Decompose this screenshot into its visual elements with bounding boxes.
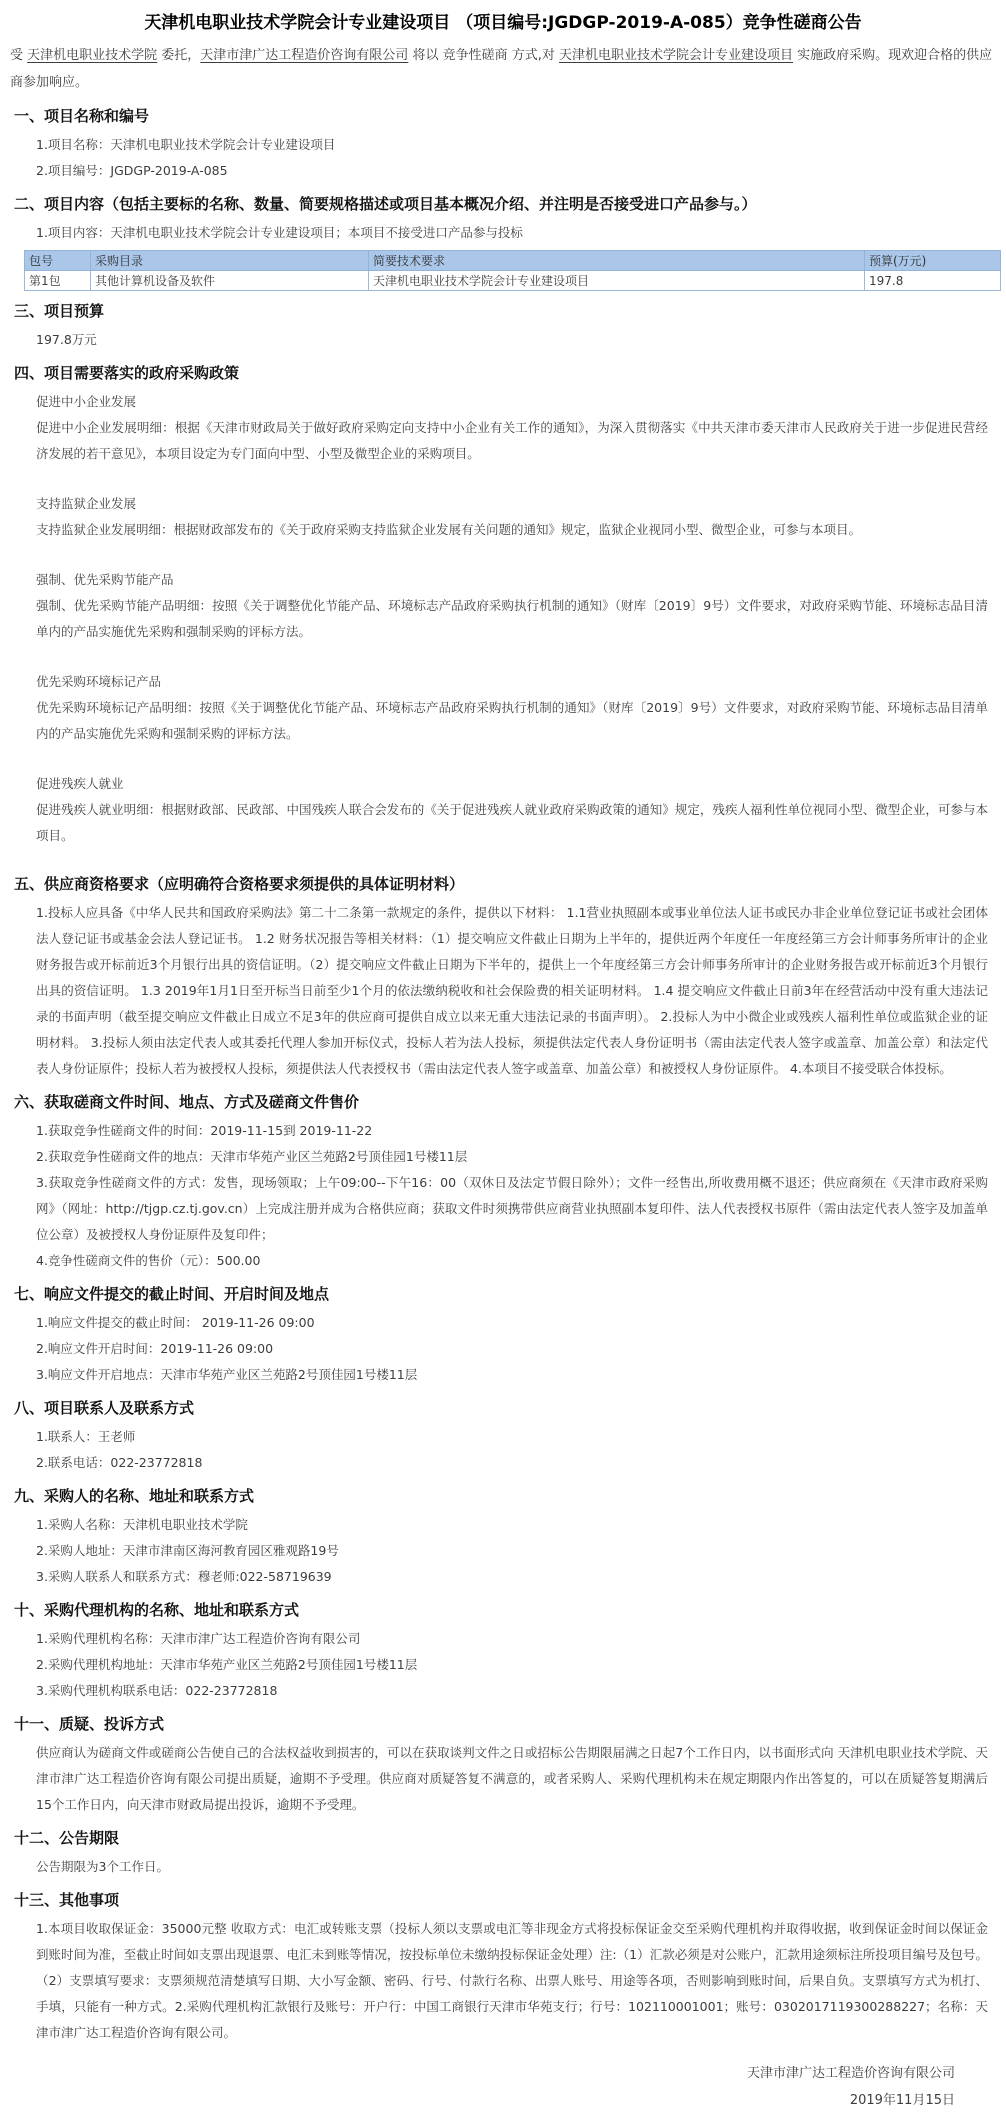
table-cell: 其他计算机设备及软件 [91, 271, 369, 291]
section-heading: 三、项目预算 [14, 302, 105, 320]
table-header-cell: 预算(万元) [865, 251, 1001, 271]
section [6, 1889, 1000, 2046]
section-heading: 一、项目名称和编号 [14, 107, 150, 125]
intro-underlined-name: 天津市津广达工程造价咨询有限公司 [200, 48, 409, 63]
section [6, 1599, 1000, 1704]
packages-table [24, 250, 1001, 291]
section-item: 1.投标人应具备《中华人民共和国政府采购法》第二十二条第一款规定的条件，提供以下材料： 1.1营业执照副本或事业单位法人证书或民办非企业单位登记证书或社会团体法人登记证书或基金会法人登记证书。 1.2 财务状况报告等相关材料：（1）提交响应文件截止日期为上半年的，提供近两个年度任一年度经第三方会计师事务所审计的企业财务报告或开标前近3个月银行出具的资信证明。（2）提交响应文件截止日期为下半年的，提供上一个年度经第三方会计师事务所审计的企业财务报告或开标前近3个月银行出具的资信证明。 1.3 2019年1月1日至开标当日前至少1个月的依法缴纳税收和社会保险费的相关证明材料。 1.4 提交响应文件截止日前3年在经营活动中没有重大违法记录的书面声明（截至提交响应文件截止日成立不足3年的供应商可提供自成立以来无重大违法记录的书面声明）。 2.投标人为中小微企业或残疾人福利性单位或监狱企业的证明材料。 3.投标人须由法定代表人或其委托代理人参加开标仪式，投标人若为法人投标，须提供法定代表人身份证明书（需由法定代表人签字或盖章、加盖公章）和法定代表人身份证原件；投标人若为被授权人投标，须提供法人代表授权书（需由法定代表人签字或盖章、加盖公章）和被授权人身份证原件。 4.本项目不接受联合体投标。 [36, 905, 988, 1076]
section-heading: 二、项目内容（包括主要标的名称、数量、简要规格描述或项目基本概况介绍、并注明是否接受进口产品参与。） [14, 195, 757, 213]
section-item: 优先采购环境标记产品 [36, 674, 162, 689]
table-header-cell: 包号 [25, 251, 91, 271]
section-heading: 八、项目联系人及联系方式 [14, 1399, 195, 1417]
section [6, 1091, 1000, 1274]
section-item: 3.响应文件开启地点：天津市华苑产业区兰苑路2号顶佳园1号楼11层 [36, 1367, 418, 1382]
table-cell: 197.8 [865, 271, 1001, 291]
table-row [25, 271, 1001, 291]
section-item: 2.响应文件开启时间：2019-11-26 09:00 [36, 1341, 274, 1356]
section-item: 1.项目名称：天津机电职业技术学院会计专业建设项目 [36, 137, 336, 152]
section-item: 1.采购代理机构名称：天津市津广达工程造价咨询有限公司 [36, 1631, 361, 1646]
section-heading: 十、采购代理机构的名称、地址和联系方式 [14, 1601, 300, 1619]
table-header-cell: 采购目录 [91, 251, 369, 271]
section-item: 3.采购人联系人和联系方式：穆老师:022-58719639 [36, 1569, 332, 1584]
table-header-row [25, 251, 1001, 271]
section-item: 公告期限为3个工作日。 [36, 1859, 169, 1874]
intro-text: 委托， [157, 48, 201, 63]
intro-underlined-name: 天津机电职业技术学院 [27, 48, 158, 63]
intro-paragraph [6, 42, 1000, 96]
section-item: 2.采购代理机构地址：天津市华苑产业区兰苑路2号顶佳园1号楼11层 [36, 1657, 418, 1672]
table-cell: 第1包 [25, 271, 91, 291]
section [6, 1713, 1000, 1818]
section [6, 1827, 1000, 1880]
footer-date: 2019年11月15日 [849, 2093, 955, 2108]
table-head [25, 251, 1001, 271]
section [6, 1485, 1000, 1590]
intro-text: 将以 竞争性磋商 方式,对 [408, 48, 559, 63]
section-item: 1.联系人：王老师 [36, 1429, 136, 1444]
section-heading: 四、项目需要落实的政府采购政策 [14, 364, 240, 382]
section-item: 2.联系电话：022-23772818 [36, 1455, 203, 1470]
section-item: 强制、优先采购节能产品明细：按照《关于调整优化节能产品、环境标志产品政府采购执行机制的通知》（财库〔2019〕9号）文件要求，对政府采购节能、环境标志品目清单内的产品实施优先采购和强制采购的评标方法。 [36, 598, 988, 639]
section [6, 193, 1000, 291]
intro-underlined-name: 天津机电职业技术学院会计专业建设项目 [558, 48, 793, 63]
section-item: 3.获取竞争性磋商文件的方式：发售，现场领取；上午09:00--下午16：00（双休日及法定节假日除外）；文件一经售出,所收费用概不退还；供应商须在《天津市政府采购网》（网址：http://tjgp.cz.tj.gov.cn）上完成注册并成为合格供应商；获取文件时须携带供应商营业执照副本复印件、法人代表授权书原件（需由法定代表人签字及加盖单位公章）及被授权人身份证原件及复印件； [36, 1175, 988, 1242]
section-item: 促进中小企业发展明细：根据《天津市财政局关于做好政府采购定向支持中小企业有关工作的通知》，为深入贯彻落实《中共天津市委天津市人民政府关于进一步促进民营经济发展的若干意见》，本项目设定为专门面向中型、小型及微型企业的采购项目。 [36, 420, 988, 461]
section-item: 197.8万元 [36, 332, 97, 347]
section-heading: 七、响应文件提交的截止时间、开启时间及地点 [14, 1285, 330, 1303]
section-item: 促进残疾人就业明细：根据财政部、民政部、中国残疾人联合会发布的《关于促进残疾人就业政府采购政策的通知》规定，残疾人福利性单位视同小型、微型企业，可参与本项目。 [36, 802, 988, 843]
section-heading: 十二、公告期限 [14, 1829, 120, 1847]
section-item: 强制、优先采购节能产品 [36, 572, 174, 587]
section [6, 105, 1000, 184]
section-item: 3.采购代理机构联系电话：022-23772818 [36, 1683, 278, 1698]
section [6, 1397, 1000, 1476]
intro-text: 实施政府采购。现欢迎合格的供应商参加响应。 [10, 48, 993, 90]
section-heading: 十三、其他事项 [14, 1891, 120, 1909]
section-item: 供应商认为磋商文件或磋商公告使自己的合法权益收到损害的，可以在获取谈判文件之日或招标公告期限届满之日起7个工作日内，以书面形式向 天津机电职业技术学院、天津市津广达工程造价咨询有限公司提出质疑，逾期不予受理。供应商对质疑答复不满意的，或者采购人、采购代理机构未在规定期限内作出答复的，可以在质疑答复期满后15个工作日内，向天津市财政局提出投诉，逾期不予受理。 [36, 1745, 988, 1812]
section-heading: 六、获取磋商文件时间、地点、方式及磋商文件售价 [14, 1093, 360, 1111]
section-item: 1.采购人名称：天津机电职业技术学院 [36, 1517, 248, 1532]
section-heading: 五、供应商资格要求（应明确符合资格要求须提供的具体证明材料） [14, 875, 465, 893]
section-heading: 九、采购人的名称、地址和联系方式 [14, 1487, 255, 1505]
section-item: 1.获取竞争性磋商文件的时间：2019-11-15到 2019-11-22 [36, 1123, 373, 1138]
section-item: 1.本项目收取保证金：35000元整 收取方式：电汇或转账支票（投标人须以支票或电汇等非现金方式将投标保证金交至采购代理机构并取得收据，收到保证金时间以保证金到账时间为准，至截止时间如支票出现退票、电汇未到账等情况，按投标单位未缴纳投标保证金处理）注:（1）汇款必须是对公账户，汇款用途须标注所投项目编号及包号。（2）支票填写要求：支票须规范清楚填写日期、大小写金额、密码、行号、付款行名称、出票人账号、用途等各项，否则影响到账时间，后果自负。支票填写方式为机打、手填，只能有一种方式。2.采购代理机构汇款银行及账号：开户行：中国工商银行天津市华苑支行；行号：102110001001；账号：0302017119300288227；名称：天津市津广达工程造价咨询有限公司。 [36, 1921, 988, 2040]
section-item: 优先采购环境标记产品明细：按照《关于调整优化节能产品、环境标志产品政府采购执行机制的通知》（财库〔2019〕9号）文件要求，对政府采购节能、环境标志品目清单内的产品实施优先采购和强制采购的评标方法。 [36, 700, 988, 741]
section-item: 支持监狱企业发展 [36, 496, 137, 511]
intro-text: 受 [10, 48, 28, 63]
page-title: 天津机电职业技术学院会计专业建设项目 （项目编号:JGDGP-2019-A-085）竞争性磋商公告 [144, 13, 862, 33]
table-cell: 天津机电职业技术学院会计专业建设项目 [369, 271, 865, 291]
section [6, 300, 1000, 353]
section [6, 1283, 1000, 1388]
section-heading: 十一、质疑、投诉方式 [14, 1715, 165, 1733]
section-item: 4.竞争性磋商文件的售价（元）：500.00 [36, 1253, 261, 1268]
section-item: 1.响应文件提交的截止时间： 2019-11-26 09:00 [36, 1315, 315, 1330]
table-body [25, 271, 1001, 291]
section-item: 2.项目编号：JGDGP-2019-A-085 [36, 163, 228, 178]
section-item: 2.获取竞争性磋商文件的地点：天津市华苑产业区兰苑路2号顶佳园1号楼11层 [36, 1149, 468, 1164]
section [6, 873, 1000, 1082]
section [6, 362, 1000, 849]
sections-container [6, 105, 1000, 2046]
section-item: 1.项目内容：天津机电职业技术学院会计专业建设项目；本项目不接受进口产品参与投标 [36, 225, 523, 240]
table-header-cell: 简要技术要求 [369, 251, 865, 271]
footer [6, 2060, 1000, 2114]
section-item: 促进中小企业发展 [36, 394, 137, 409]
section-item: 支持监狱企业发展明细：根据财政部发布的《关于政府采购支持监狱企业发展有关问题的通知》规定，监狱企业视同小型、微型企业，可参与本项目。 [36, 522, 862, 537]
footer-company: 天津市津广达工程造价咨询有限公司 [746, 2066, 955, 2081]
section-item: 促进残疾人就业 [36, 776, 124, 791]
section-item: 2.采购人地址：天津市津南区海河教育园区雅观路19号 [36, 1543, 339, 1558]
